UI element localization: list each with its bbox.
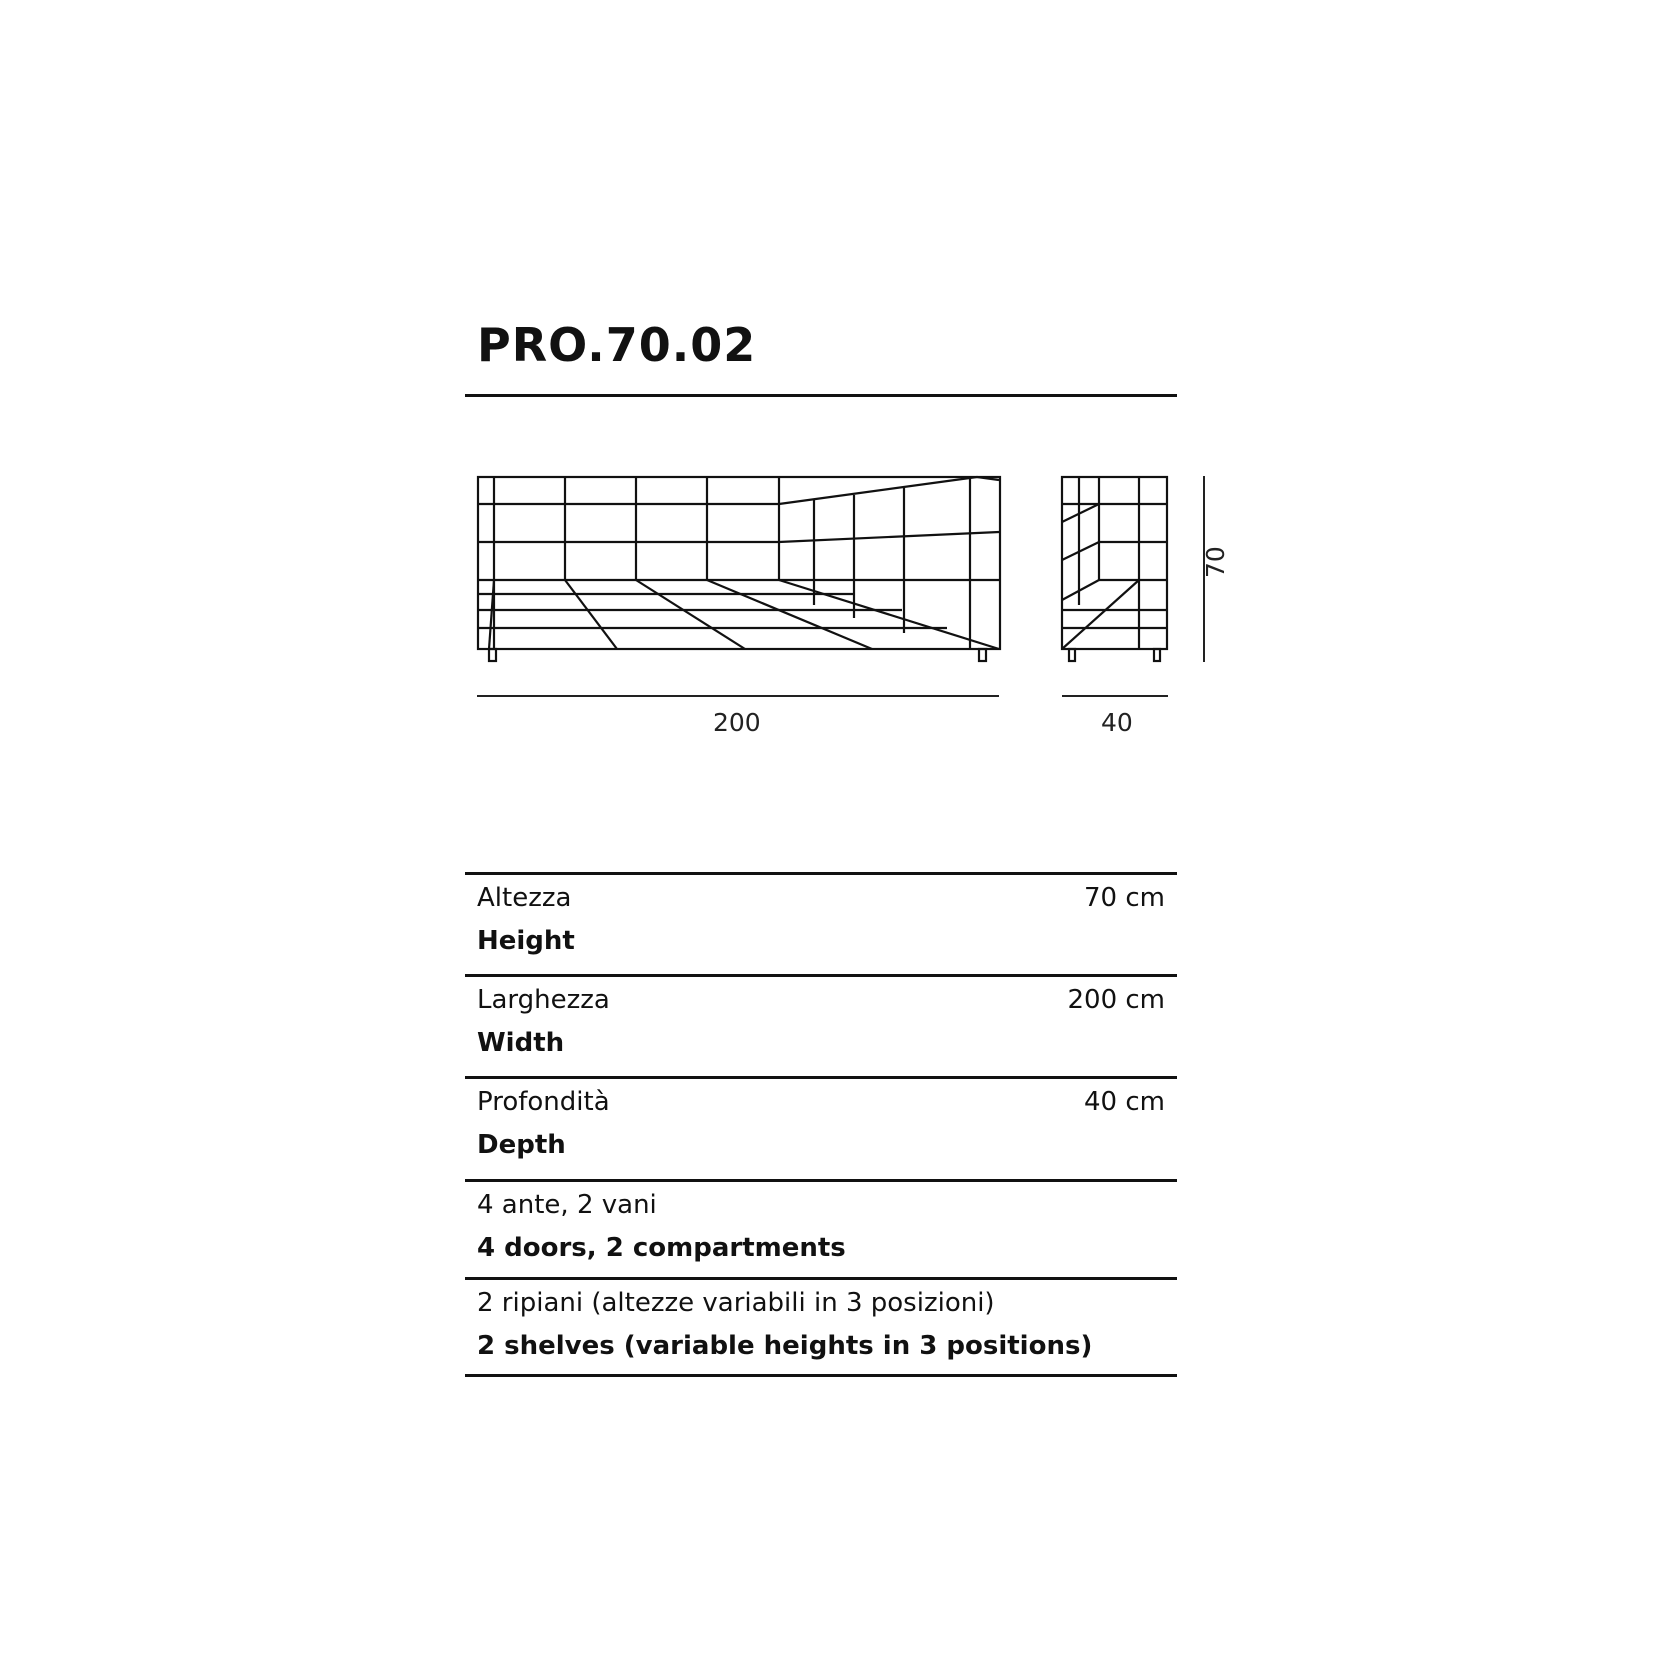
spec-row-shelves: [465, 1277, 1177, 1377]
spec-label-en: Height: [477, 926, 575, 956]
specifications-table: [465, 872, 1177, 1377]
spec-label-it: 4 ante, 2 vani: [477, 1190, 657, 1220]
spec-label-en: 2 shelves (variable heights in 3 positions): [477, 1331, 1093, 1361]
width-dimension-line: [477, 694, 1001, 698]
product-code-title: PRO.70.02: [477, 318, 757, 372]
spec-label-en: Width: [477, 1028, 565, 1058]
spec-label-it: Profondità: [477, 1087, 610, 1117]
spec-value: 200 cm: [1067, 985, 1165, 1015]
spec-label-en: Depth: [477, 1130, 566, 1160]
front-view-drawing: [477, 470, 1017, 710]
spec-value: 70 cm: [1084, 883, 1165, 913]
spec-label-en: 4 doors, 2 compartments: [477, 1233, 846, 1263]
height-dimension-label: 70: [1201, 546, 1230, 578]
title-divider: [465, 394, 1177, 397]
technical-drawing: [465, 470, 1230, 770]
side-view-drawing: [1061, 470, 1171, 710]
width-dimension-label: 200: [713, 708, 761, 737]
spec-label-it: Larghezza: [477, 985, 610, 1015]
spec-label-it: 2 ripiani (altezze variabili in 3 posizioni): [477, 1288, 995, 1318]
spec-row-doors: [465, 1179, 1177, 1277]
spec-row-height: [465, 872, 1177, 974]
depth-dimension-label: 40: [1101, 708, 1133, 737]
spec-row-depth: [465, 1076, 1177, 1179]
depth-dimension-line: [1062, 694, 1172, 698]
spec-value: 40 cm: [1084, 1087, 1165, 1117]
spec-row-width: [465, 974, 1177, 1076]
spec-label-it: Altezza: [477, 883, 572, 913]
